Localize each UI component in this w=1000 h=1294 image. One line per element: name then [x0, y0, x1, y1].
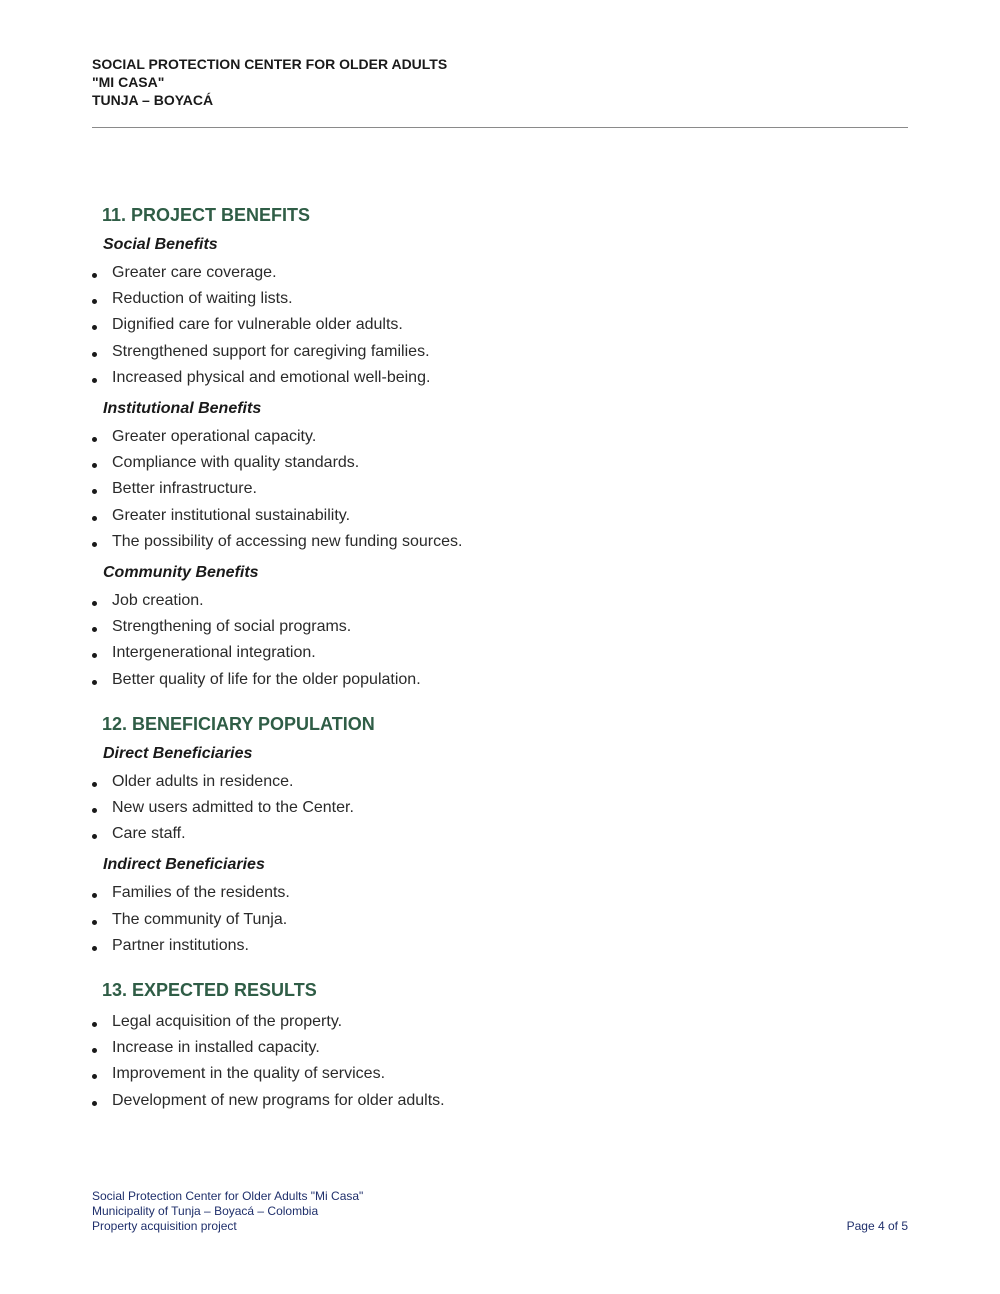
header-center-name: "MI CASA": [92, 74, 165, 90]
footer-center-name: Social Protection Center for Older Adults "Mi Casa": [92, 1189, 364, 1203]
list-item: Dignified care for vulnerable older adults.: [92, 312, 908, 338]
list-item: Better infrastructure.: [92, 476, 908, 502]
header-location: TUNJA – BOYACÁ: [92, 92, 214, 108]
list-item: Greater care coverage.: [92, 260, 908, 286]
institutional-benefits-list: [92, 424, 908, 555]
list-item: Greater operational capacity.: [92, 424, 908, 450]
list-item: Reduction of waiting lists.: [92, 286, 908, 312]
subheading-institutional-benefits: Institutional Benefits: [103, 400, 262, 418]
header-divider: [92, 127, 908, 128]
list-item: Better quality of life for the older population.: [92, 667, 908, 693]
section-title-project-benefits: 11. PROJECT BENEFITS: [102, 205, 311, 225]
community-benefits-list: [92, 588, 908, 693]
subheading-direct-beneficiaries: Direct Beneficiaries: [103, 744, 253, 762]
list-item: Legal acquisition of the property.: [92, 1009, 908, 1035]
list-item: New users admitted to the Center.: [92, 795, 908, 821]
page-header: [92, 55, 908, 109]
subheading-community-benefits: Community Benefits: [103, 564, 259, 582]
page-number: Page 4 of 5: [846, 1219, 908, 1233]
indirect-beneficiaries-list: [92, 880, 908, 959]
list-item: Strengthening of social programs.: [92, 614, 908, 640]
list-item: Improvement in the quality of services.: [92, 1061, 908, 1087]
list-item: Older adults in residence.: [92, 769, 908, 795]
direct-beneficiaries-list: [92, 769, 908, 848]
list-item: Strengthened support for caregiving families.: [92, 339, 908, 365]
footer-project: Property acquisition project: [92, 1219, 237, 1233]
list-item: Increase in installed capacity.: [92, 1035, 908, 1061]
section-title-beneficiary-population: 12. BENEFICIARY POPULATION: [102, 713, 375, 734]
document-body: [92, 202, 908, 1114]
list-item: Care staff.: [92, 821, 908, 847]
header-org-name: SOCIAL PROTECTION CENTER FOR OLDER ADULTS: [92, 56, 448, 72]
list-item: Increased physical and emotional well-being.: [92, 365, 908, 391]
list-item: Partner institutions.: [92, 933, 908, 959]
list-item: Job creation.: [92, 588, 908, 614]
list-item: Intergenerational integration.: [92, 640, 908, 666]
section-title-expected-results: 13. EXPECTED RESULTS: [102, 980, 317, 1001]
list-item: Families of the residents.: [92, 880, 908, 906]
list-item: Greater institutional sustainability.: [92, 503, 908, 529]
subheading-social-benefits: Social Benefits: [103, 236, 218, 253]
social-benefits-list: [92, 260, 908, 391]
list-item: The community of Tunja.: [92, 907, 908, 933]
list-item: Compliance with quality standards.: [92, 450, 908, 476]
list-item: Development of new programs for older adults.: [92, 1088, 908, 1114]
footer-location: Municipality of Tunja – Boyacá – Colombia: [92, 1204, 319, 1218]
subheading-indirect-beneficiaries: Indirect Beneficiaries: [103, 856, 265, 874]
expected-results-list: [92, 1009, 908, 1114]
page-footer: [92, 1189, 908, 1237]
list-item: The possibility of accessing new funding sources.: [92, 529, 908, 555]
